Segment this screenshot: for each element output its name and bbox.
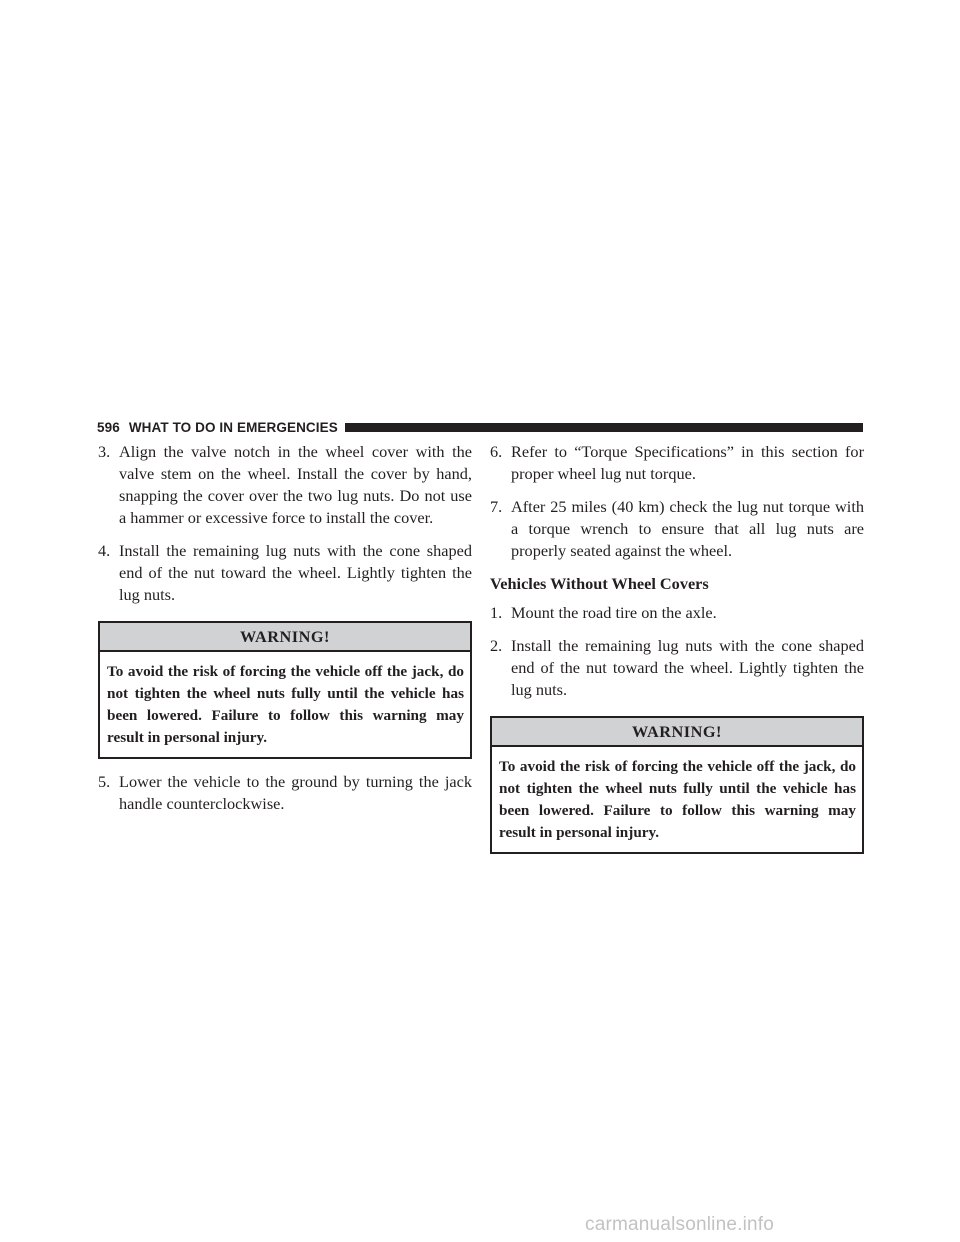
subheading: Vehicles Without Wheel Covers xyxy=(490,574,709,593)
warning-box xyxy=(98,621,472,759)
header-rule xyxy=(345,423,863,432)
step-text: Align the valve notch in the wheel cover with the valve stem on the wheel. Install the cover by hand, snapping the cover over the two lug nuts. Do not use a hammer or excessive force to install the cover. xyxy=(119,442,472,527)
step-number: 6. xyxy=(490,442,503,461)
step-7 xyxy=(490,496,864,562)
page-header xyxy=(97,417,863,437)
step-text: Refer to “Torque Specifications” in this section for proper wheel lug nut torque. xyxy=(511,442,864,483)
step-2 xyxy=(490,635,864,701)
watermark-link[interactable]: carmanualsonline.info xyxy=(585,1214,775,1235)
step-3 xyxy=(98,441,472,529)
step-text: After 25 miles (40 km) check the lug nut torque with a torque wrench to ensure that all lug nuts are properly seated against the wheel. xyxy=(511,497,864,560)
step-number: 7. xyxy=(490,497,503,516)
right-column xyxy=(490,441,864,866)
step-number: 5. xyxy=(98,772,111,791)
step-number: 4. xyxy=(98,541,111,560)
warning-box xyxy=(490,716,864,854)
warning-body: To avoid the risk of forcing the vehicle off the jack, do not tighten the wheel nuts fully until the vehicle has been lowered. Failure to follow this warning may result in personal injury. xyxy=(107,663,464,746)
step-text: Mount the road tire on the axle. xyxy=(511,603,717,622)
page-number: 596 xyxy=(97,419,120,435)
step-5 xyxy=(98,771,472,815)
warning-title: WARNING! xyxy=(100,623,470,652)
step-text: Install the remaining lug nuts with the cone shaped end of the nut toward the wheel. Lightly tighten the lug nuts. xyxy=(511,636,864,699)
left-column xyxy=(98,441,472,826)
section-title: WHAT TO DO IN EMERGENCIES xyxy=(128,419,338,435)
step-text: Lower the vehicle to the ground by turning the jack handle counterclockwise. xyxy=(119,772,472,813)
warning-title: WARNING! xyxy=(492,718,862,747)
step-number: 1. xyxy=(490,603,503,622)
step-text: Install the remaining lug nuts with the cone shaped end of the nut toward the wheel. Lightly tighten the lug nuts. xyxy=(119,541,472,604)
step-number: 3. xyxy=(98,442,111,461)
warning-body: To avoid the risk of forcing the vehicle off the jack, do not tighten the wheel nuts fully until the vehicle has been lowered. Failure to follow this warning may result in personal injury. xyxy=(499,758,856,841)
step-number: 2. xyxy=(490,636,503,655)
step-1 xyxy=(490,602,864,624)
step-6 xyxy=(490,441,864,485)
step-4 xyxy=(98,540,472,606)
